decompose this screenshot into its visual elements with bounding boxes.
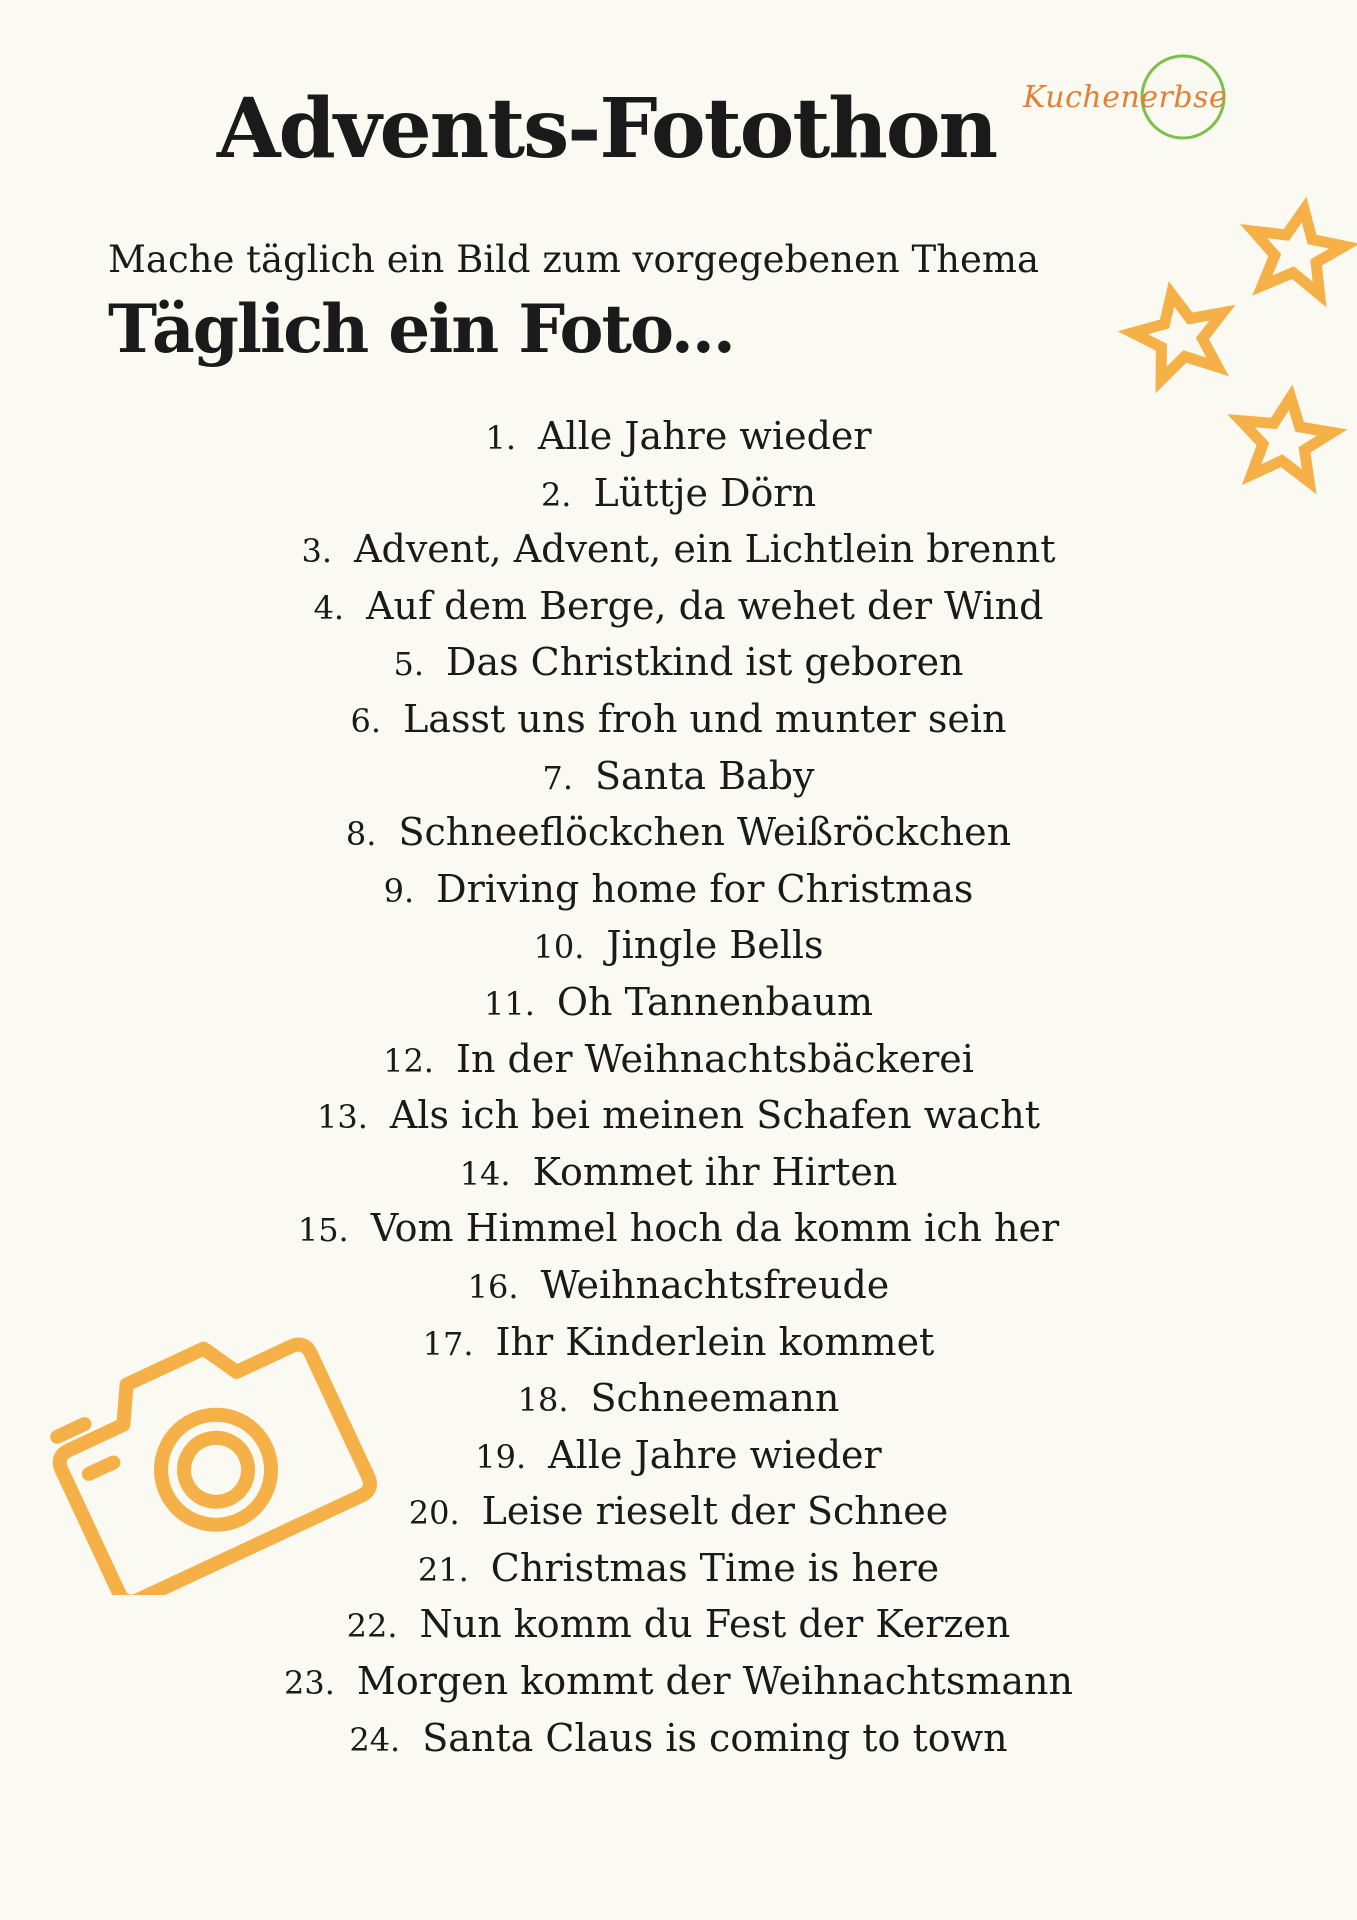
item-number: 23.	[284, 1664, 335, 1703]
item-number: 18.	[517, 1381, 569, 1420]
item-text: Ihr Kinderlein kommet	[495, 1319, 935, 1364]
list-item	[0, 691, 1357, 748]
list-item	[0, 804, 1357, 861]
item-number: 11.	[483, 984, 535, 1023]
item-text: Alle Jahre wieder	[548, 1432, 882, 1477]
list-item	[0, 974, 1357, 1031]
item-number: 19.	[475, 1437, 527, 1476]
item-number: 10.	[533, 928, 585, 967]
logo-text: Kuchenerbse	[1023, 80, 1228, 115]
item-text: Schneeflöckchen Weißröckchen	[398, 810, 1012, 855]
item-number: 20.	[408, 1494, 460, 1533]
list-item	[0, 521, 1357, 578]
item-number: 7.	[542, 758, 573, 797]
item-number: 3.	[301, 532, 333, 571]
subtitle: Mache täglich ein Bild zum vorgegebenen Thema	[108, 238, 1040, 281]
section-heading: Täglich ein Foto...	[108, 290, 734, 368]
list-item	[0, 1087, 1357, 1144]
item-text: Morgen kommt der Weihnachtsmann	[356, 1659, 1073, 1704]
item-text: Leise rieselt der Schnee	[481, 1489, 949, 1534]
item-text: Weihnachtsfreude	[540, 1262, 890, 1307]
list-item	[0, 1653, 1357, 1710]
item-text: Vom Himmel hoch da komm ich her	[370, 1206, 1060, 1251]
item-text: Schneemann	[590, 1376, 840, 1421]
item-text: Als ich bei meinen Schafen wacht	[389, 1093, 1041, 1138]
list-item	[0, 578, 1357, 635]
item-number: 13.	[316, 1098, 368, 1137]
list-item	[0, 408, 1357, 465]
item-text: Nun komm du Fest der Kerzen	[419, 1602, 1011, 1647]
item-text: In der Weihnachtsbäckerei	[455, 1036, 974, 1081]
item-number: 2.	[540, 475, 572, 514]
page-title: Advents-Fotothon	[216, 81, 997, 177]
brand-logo	[1005, 50, 1235, 145]
item-text: Lüttje Dörn	[593, 470, 817, 515]
list-item	[0, 1596, 1357, 1653]
item-text: Advent, Advent, ein Lichtlein brennt	[354, 527, 1056, 572]
item-text: Auf dem Berge, da wehet der Wind	[366, 583, 1044, 628]
item-text: Jingle Bells	[606, 923, 824, 968]
camera-icon	[40, 1295, 380, 1595]
item-number: 6.	[350, 701, 382, 740]
list-item	[0, 1200, 1357, 1257]
item-number: 16.	[467, 1267, 519, 1306]
item-text: Das Christkind ist geboren	[445, 640, 964, 685]
list-item	[0, 634, 1357, 691]
item-number: 22.	[346, 1607, 398, 1646]
list-item	[0, 1031, 1357, 1088]
item-text: Alle Jahre wieder	[537, 414, 872, 458]
item-text: Oh Tannenbaum	[556, 979, 874, 1024]
star-icon	[1245, 202, 1350, 299]
item-number: 8.	[345, 815, 377, 854]
item-number: 21.	[417, 1550, 469, 1589]
item-number: 12.	[383, 1041, 434, 1080]
item-text: Kommet ihr Hirten	[532, 1149, 898, 1194]
item-text: Santa Claus is coming to town	[422, 1715, 1008, 1760]
item-number: 5.	[393, 645, 424, 684]
item-number: 9.	[383, 871, 415, 910]
list-item	[0, 917, 1357, 974]
list-item	[0, 1144, 1357, 1201]
item-number: 17.	[422, 1324, 474, 1363]
item-text: Driving home for Christmas	[436, 866, 974, 911]
list-item	[0, 1710, 1357, 1767]
item-number: 15.	[297, 1211, 349, 1250]
item-text: Lasst uns froh und munter sein	[403, 696, 1007, 741]
item-number: 14.	[459, 1154, 511, 1193]
list-item	[0, 861, 1357, 918]
item-text: Santa Baby	[594, 753, 815, 798]
item-number: 1.	[485, 419, 516, 457]
list-item	[0, 748, 1357, 805]
item-number: 4.	[313, 588, 345, 627]
star-icon	[1126, 284, 1233, 383]
item-text: Christmas Time is here	[490, 1545, 940, 1590]
item-number: 24.	[349, 1720, 401, 1759]
list-item	[0, 465, 1357, 522]
